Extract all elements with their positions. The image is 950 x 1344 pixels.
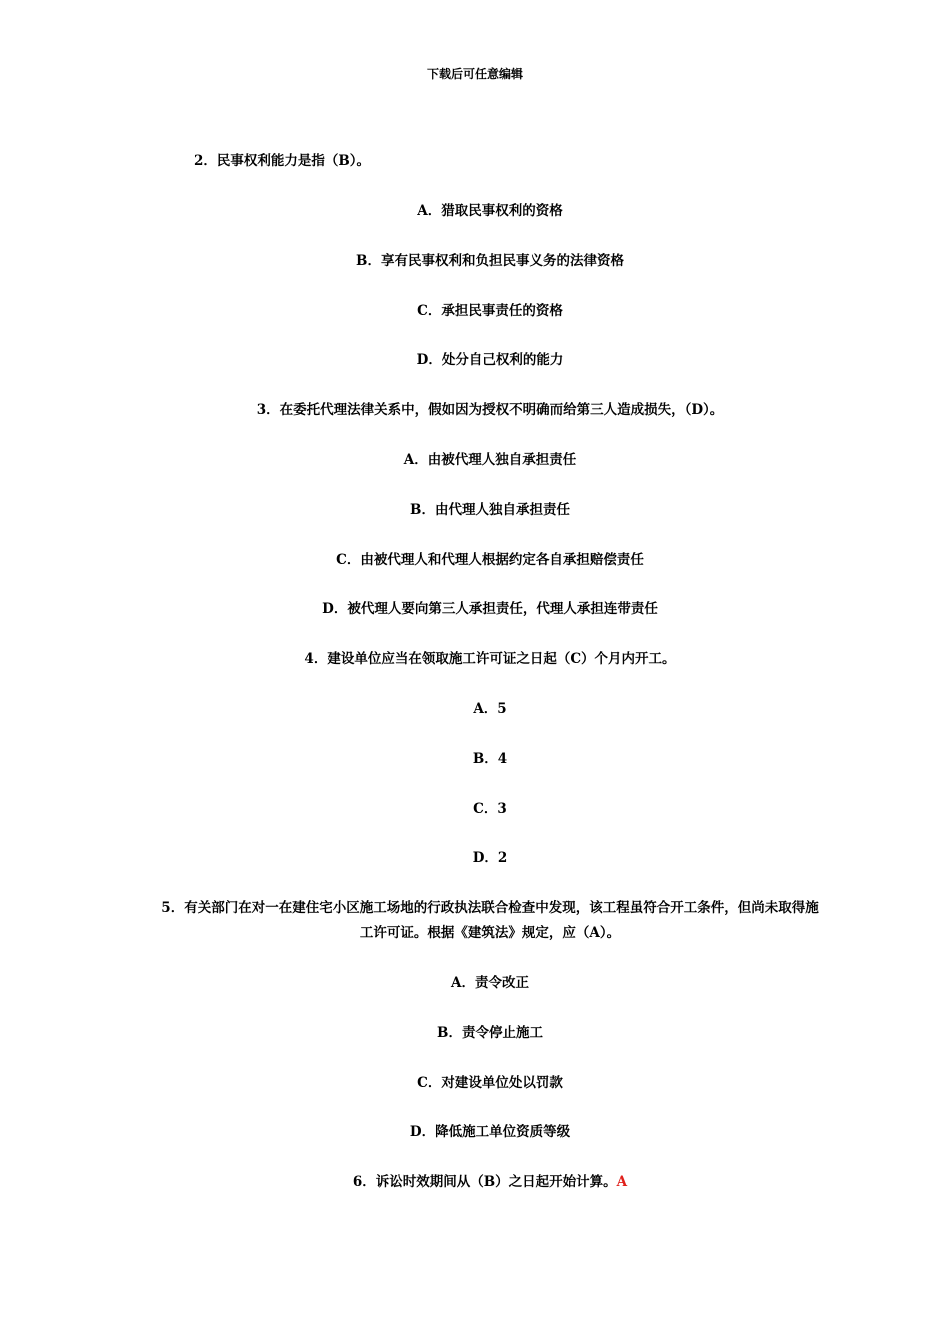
question-4-option-c: C．3 [473,801,507,817]
question-2-option-b: B．享有民事权利和负担民事义务的法律资格 [356,253,624,269]
question-5-option-b: B．责令停止施工 [437,1025,543,1041]
question-4-option-a: A．5 [473,701,507,717]
question-6-line [0,1173,950,1191]
question-5-option-d: D．降低施工单位资质等级 [409,1124,571,1140]
question-2-option-c: C．承担民事责任的资格 [417,303,563,319]
question-4-option-b: B．4 [472,751,508,767]
question-6-stem: 6．诉讼时效期间从（B）之日起开始计算。 [352,1174,617,1190]
page-header: 下载后可任意编辑 [426,67,523,81]
answer-marker: A [616,1174,628,1190]
question-4-stem: 4．建设单位应当在领取施工许可证之日起（C）个月内开工。 [304,651,676,667]
question-5-option-a: A．责令改正 [451,975,529,991]
question-3-option-d: D．被代理人要向第三人承担责任，代理人承担连带责任 [322,601,658,617]
question-3-stem: 3．在委托代理法律关系中，假如因为授权不明确而给第三人造成损失，（D）。 [256,402,724,418]
question-2-option-a: A．猎取民事权利的资格 [417,203,563,219]
question-2-stem: 2．民事权利能力是指（B）。 [194,153,371,169]
question-2-option-d: D．处分自己权利的能力 [416,352,564,368]
question-4-option-d: D．2 [472,850,508,866]
question-5-option-c: C．对建设单位处以罚款 [417,1075,563,1091]
question-3-option-b: B．由代理人独自承担责任 [410,502,570,518]
question-3-option-c: C．由被代理人和代理人根据约定各自承担赔偿责任 [336,552,644,568]
question-3-option-a: A．由被代理人独自承担责任 [403,452,577,468]
question-5-stem: 5．有关部门在对一在建住宅小区施工场地的行政执法联合检查中发现，该工程虽符合开工条件，但尚未取得施工许可证。根据《建筑法》规定，应（A）。 [161,900,819,941]
